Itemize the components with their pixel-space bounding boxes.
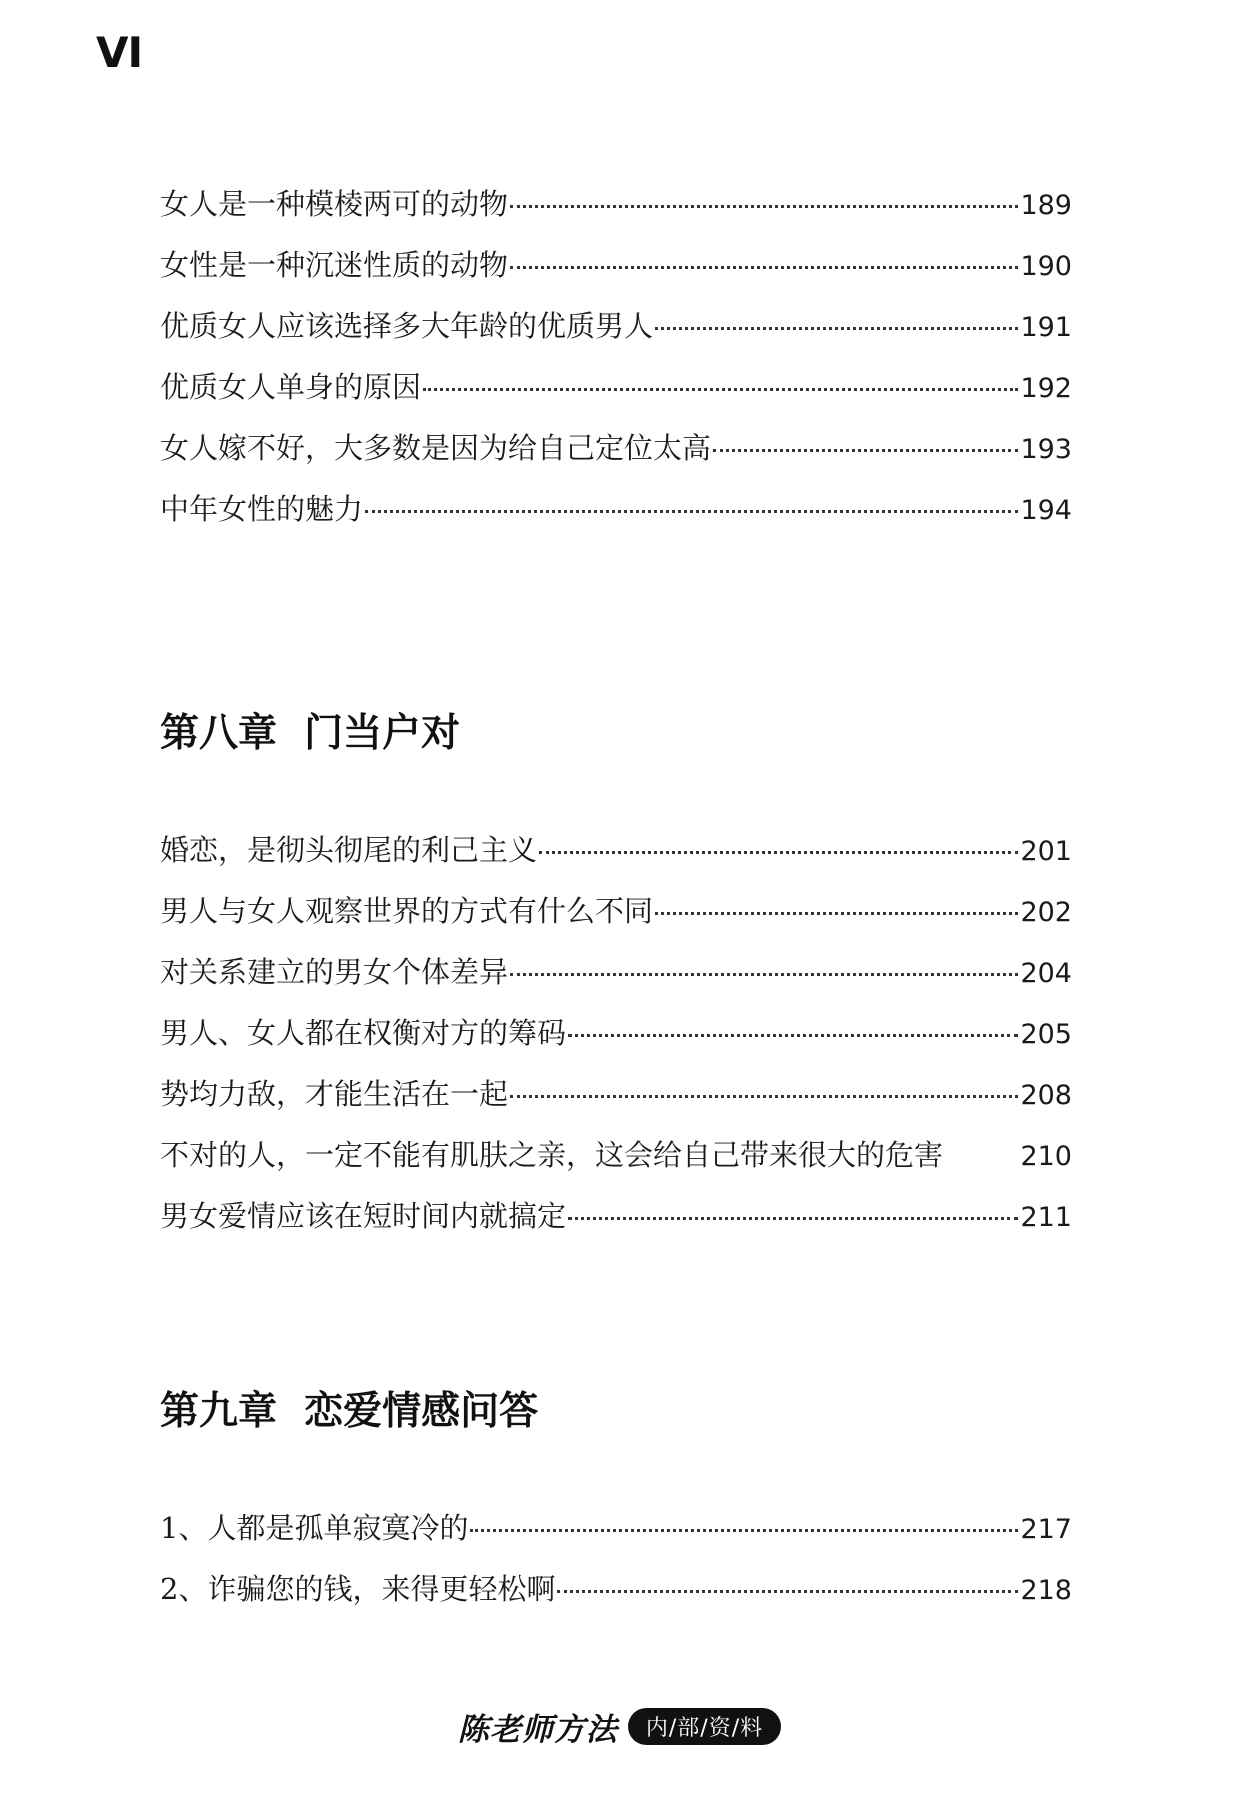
toc-entry-page: 208	[1020, 1080, 1072, 1111]
toc-entry-title: 优质女人应该选择多大年龄的优质男人	[160, 309, 654, 343]
toc-entry[interactable]	[160, 235, 1072, 296]
toc-entry-page: 202	[1020, 897, 1072, 928]
toc-leader-dots	[655, 912, 1018, 915]
chapter-heading-8: 第八章 门当户对	[160, 711, 461, 756]
toc-entry-page: 217	[1020, 1514, 1072, 1545]
toc-leader-dots	[470, 1529, 1018, 1532]
toc-entry-title: 势均力敌，才能生活在一起	[160, 1077, 509, 1111]
toc-entry[interactable]	[160, 418, 1072, 479]
page-number: VI	[96, 28, 143, 77]
toc-entry-page: 204	[1020, 958, 1072, 989]
toc-entry[interactable]	[160, 1003, 1072, 1064]
toc-entry[interactable]	[160, 296, 1072, 357]
footer-badge: 内/部/资/料	[628, 1708, 781, 1745]
toc-entry-title: 婚恋，是彻头彻尾的利己主义	[160, 833, 538, 867]
toc-entry-title: 男女爱情应该在短时间内就搞定	[160, 1199, 567, 1233]
toc-entry-page: 201	[1020, 836, 1072, 867]
toc-entry-page: 211	[1020, 1202, 1072, 1233]
toc-entry[interactable]	[160, 942, 1072, 1003]
toc-list-continued	[160, 174, 1072, 540]
toc-entry[interactable]	[160, 820, 1072, 881]
toc-entry-title: 优质女人单身的原因	[160, 370, 422, 404]
toc-leader-dots	[510, 1095, 1018, 1098]
toc-entry-page: 193	[1020, 434, 1072, 465]
toc-leader-dots	[557, 1590, 1018, 1593]
toc-entry-title: 女人是一种模棱两可的动物	[160, 187, 509, 221]
toc-entry-title: 2、诈骗您的钱，来得更轻松啊	[160, 1572, 556, 1606]
toc-leader-dots	[365, 510, 1018, 513]
footer	[0, 1704, 1239, 1749]
toc-leader-dots	[423, 388, 1018, 391]
toc-entry-page: 218	[1020, 1575, 1072, 1606]
toc-list-chapter-8	[160, 820, 1072, 1247]
toc-leader-dots	[539, 851, 1018, 854]
toc-entry-title: 1、人都是孤单寂寞冷的	[160, 1511, 469, 1545]
toc-entry-page: 191	[1020, 312, 1072, 343]
toc-entry[interactable]	[160, 881, 1072, 942]
toc-entry-page: 190	[1020, 251, 1072, 282]
toc-entry-title: 女性是一种沉迷性质的动物	[160, 248, 509, 282]
chapter-heading-9: 第九章 恋爱情感问答	[160, 1389, 539, 1434]
toc-entry-page: 194	[1020, 495, 1072, 526]
toc-entry-title: 不对的人，一定不能有肌肤之亲，这会给自己带来很大的危害	[160, 1138, 944, 1172]
toc-entry-page: 189	[1020, 190, 1072, 221]
toc-entry-page: 205	[1020, 1019, 1072, 1050]
toc-entry-page: 192	[1020, 373, 1072, 404]
toc-leader-dots	[655, 327, 1018, 330]
toc-entry[interactable]	[160, 479, 1072, 540]
toc-entry[interactable]	[160, 1064, 1072, 1125]
toc-entry-title: 中年女性的魅力	[160, 492, 364, 526]
toc-entry[interactable]	[160, 174, 1072, 235]
toc-leader-dots	[510, 973, 1018, 976]
toc-leader-dots	[510, 205, 1018, 208]
toc-entry-title: 女人嫁不好，大多数是因为给自己定位太高	[160, 431, 712, 465]
toc-leader-dots	[568, 1217, 1018, 1220]
toc-entry-title: 对关系建立的男女个体差异	[160, 955, 509, 989]
toc-leader-dots	[713, 449, 1018, 452]
toc-entry[interactable]	[160, 357, 1072, 418]
toc-entry-title: 男人与女人观察世界的方式有什么不同	[160, 894, 654, 928]
footer-brand: 陈老师方法	[457, 1712, 618, 1748]
toc-entry-title: 男人、女人都在权衡对方的筹码	[160, 1016, 567, 1050]
toc-leader-dots	[568, 1034, 1018, 1037]
toc-entry[interactable]	[160, 1186, 1072, 1247]
toc-entry[interactable]	[160, 1125, 1072, 1186]
toc-leader-dots	[510, 266, 1018, 269]
toc-entry[interactable]	[160, 1559, 1072, 1620]
toc-entry-page: 210	[1020, 1141, 1072, 1172]
toc-list-chapter-9	[160, 1498, 1072, 1620]
toc-entry[interactable]	[160, 1498, 1072, 1559]
